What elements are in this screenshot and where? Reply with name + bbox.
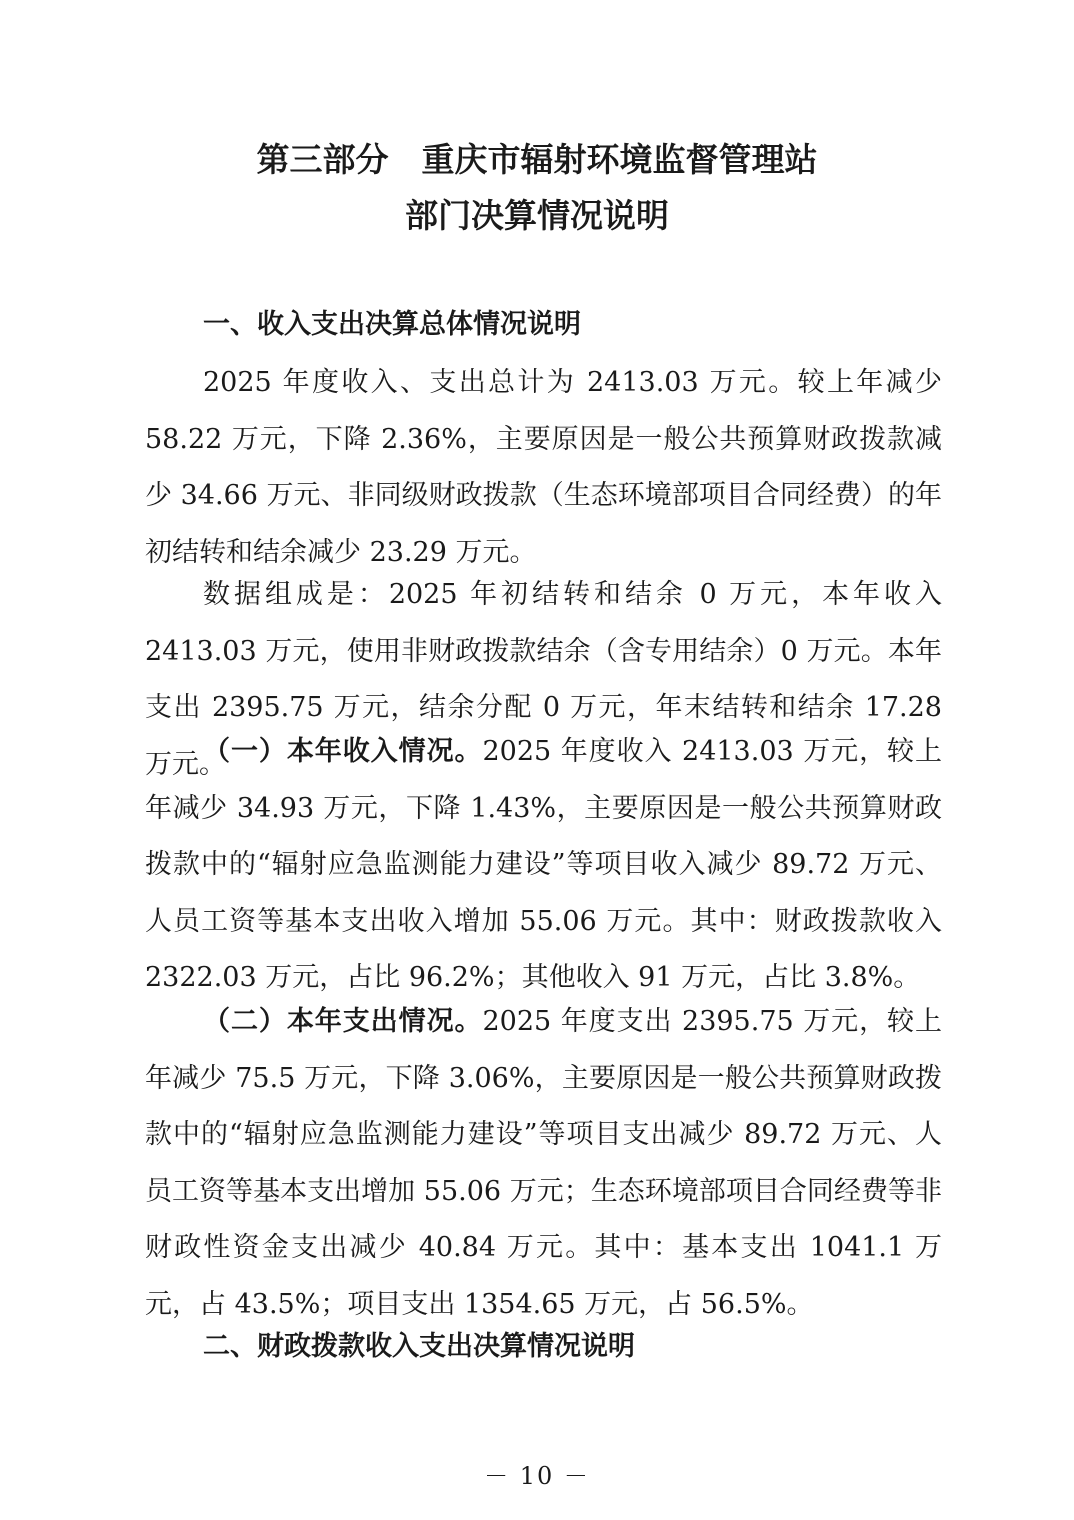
income-lead: （一）本年收入情况。 (203, 736, 483, 767)
income-paragraph (145, 724, 942, 1007)
data-composition-paragraph: 数据组成是：2025 年初结转和结余 0 万元，本年收入 2413.03 万元，使用非财政拨款结余（含专用结余）0 万元。本年支出 2395.75 万元，结余分配 0 万元，年末结转和结余 17.28 万元。 (145, 579, 942, 780)
expense-text: 2025 年度支出 2395.75 万元，较上年减少 75.5 万元，下降 3.06%，主要原因是一般公共预算财政拨款中的“辐射应急监测能力建设”等项目支出减少 89.72 万元、人员工资等基本支出增加 55.06 万元；生态环境部项目合同经费等非财政性资金支出减少 40.84 万元。其中：基本支出 1041.1 万元，占 43.5%；项目支出 1354.65 万元，占 56.5%。 (145, 1006, 942, 1320)
expense-paragraph (145, 994, 942, 1333)
section1-heading: 一、收入支出决算总体情况说明 (203, 309, 581, 340)
document-title-line1: 第三部分 重庆市辐射环境监督管理站 (256, 140, 818, 179)
income-text: 2025 年度收入 2413.03 万元，较上年减少 34.93 万元，下降 1.43%，主要原因是一般公共预算财政拨款中的“辐射应急监测能力建设”等项目收入减少 89.72 万元、人员工资等基本支出收入增加 55.06 万元。其中：财政拨款收入 2322.03 万元，占比 96.2%；其他收入 91 万元，占比 3.8%。 (145, 736, 942, 993)
section2-heading: 二、财政拨款收入支出决算情况说明 (203, 1331, 635, 1362)
expense-lead: （二）本年支出情况。 (203, 1006, 483, 1037)
page-number: － 10 － (484, 1462, 590, 1490)
document-title-line2: 部门决算情况说明 (405, 196, 669, 235)
overall-summary-paragraph: 2025 年度收入、支出总计为 2413.03 万元。较上年减少 58.22 万元，下降 2.36%，主要原因是一般公共预算财政拨款减少 34.66 万元、非同级财政拨款（生态环境部项目合同经费）的年初结转和结余减少 23.29 万元。 (145, 367, 942, 568)
